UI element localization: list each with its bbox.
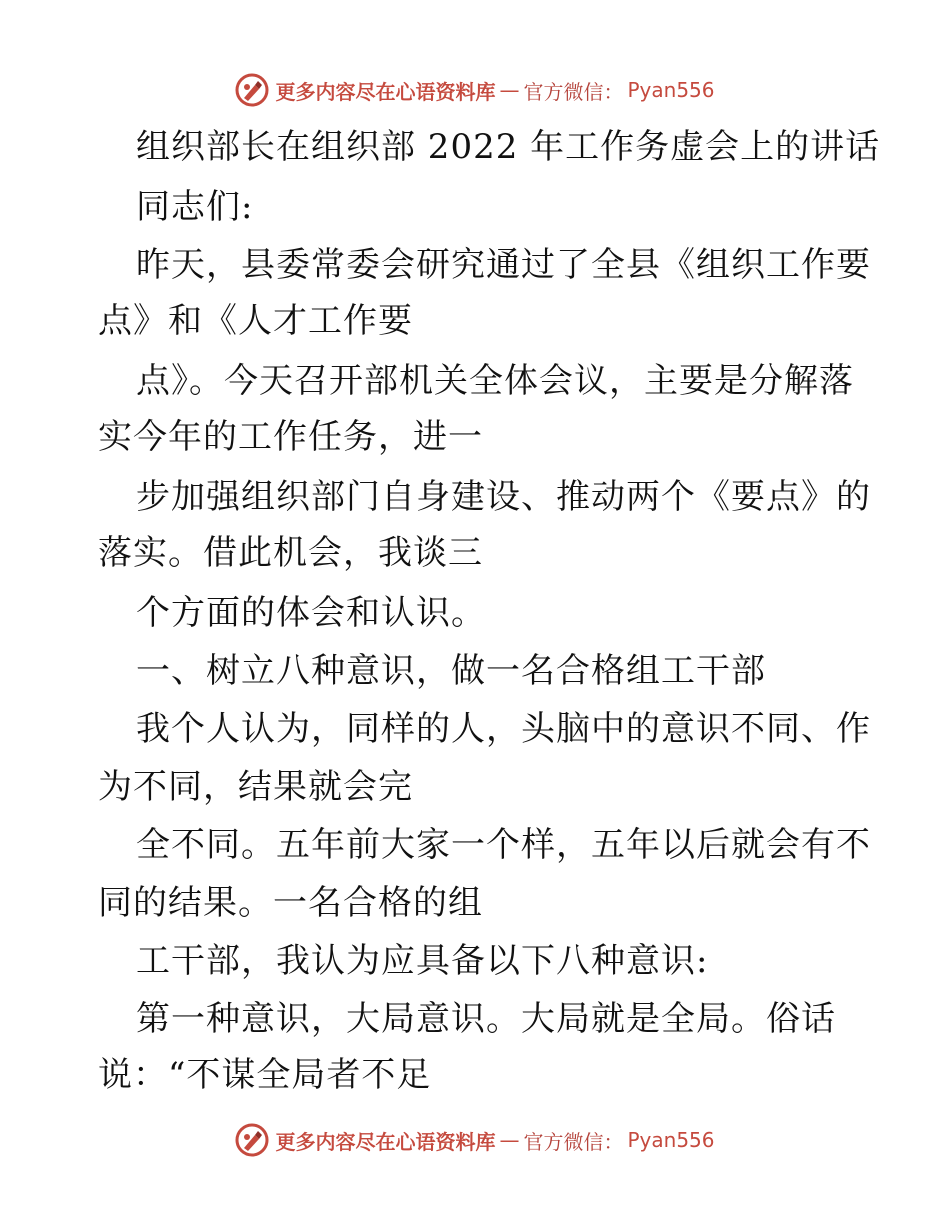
text-line: 为不同，结果就会完 [98,767,413,807]
text-line: 落实。借此机会，我谈三 [98,533,483,573]
text-line: 我个人认为，同样的人，头脑中的意识不同、作 [136,709,871,749]
text-line: 说：“不谋全局者不足 [98,1055,432,1095]
banner-wechat-label: 官方微信： [523,1129,624,1154]
banner-wechat-id: Pyan556 [627,1128,715,1152]
text-line: 同志们: [136,187,254,227]
text-line: 工干部，我认为应具备以下八种意识: [136,941,709,981]
text-line: 昨天，县委常委会研究通过了全县《组织工作要 [136,245,871,285]
text-line: 点》和《人才工作要 [98,301,413,341]
text-line: 步加强组织部门自身建设、推动两个《要点》的 [136,477,871,517]
banner-main-text: 更多内容尽在心语资料库 [275,1129,496,1154]
banner-main-text: 更多内容尽在心语资料库 [275,79,496,104]
section-heading: 一、树立八种意识，做一名合格组工干部 [136,651,766,691]
pen-logo-icon [235,1123,269,1157]
text-line: 第一种意识，大局意识。大局就是全局。俗话 [136,999,836,1039]
footer-banner [0,1118,950,1162]
text-line: 实今年的工作任务，进一 [98,417,483,457]
text-line: 个方面的体会和认识。 [136,593,486,633]
document-title: 组织部长在组织部 2022 年工作务虚会上的讲话 [136,127,881,167]
text-line: 同的结果。一名合格的组 [98,883,483,923]
banner-separator: — [499,78,520,102]
text-line: 全不同。五年前大家一个样，五年以后就会有不 [136,825,871,865]
banner-separator: — [499,1128,520,1152]
banner-wechat-id: Pyan556 [627,78,715,102]
banner-wechat-label: 官方微信： [523,79,624,104]
text-line: 点》。今天召开部机关全体会议，主要是分解落 [136,361,854,401]
